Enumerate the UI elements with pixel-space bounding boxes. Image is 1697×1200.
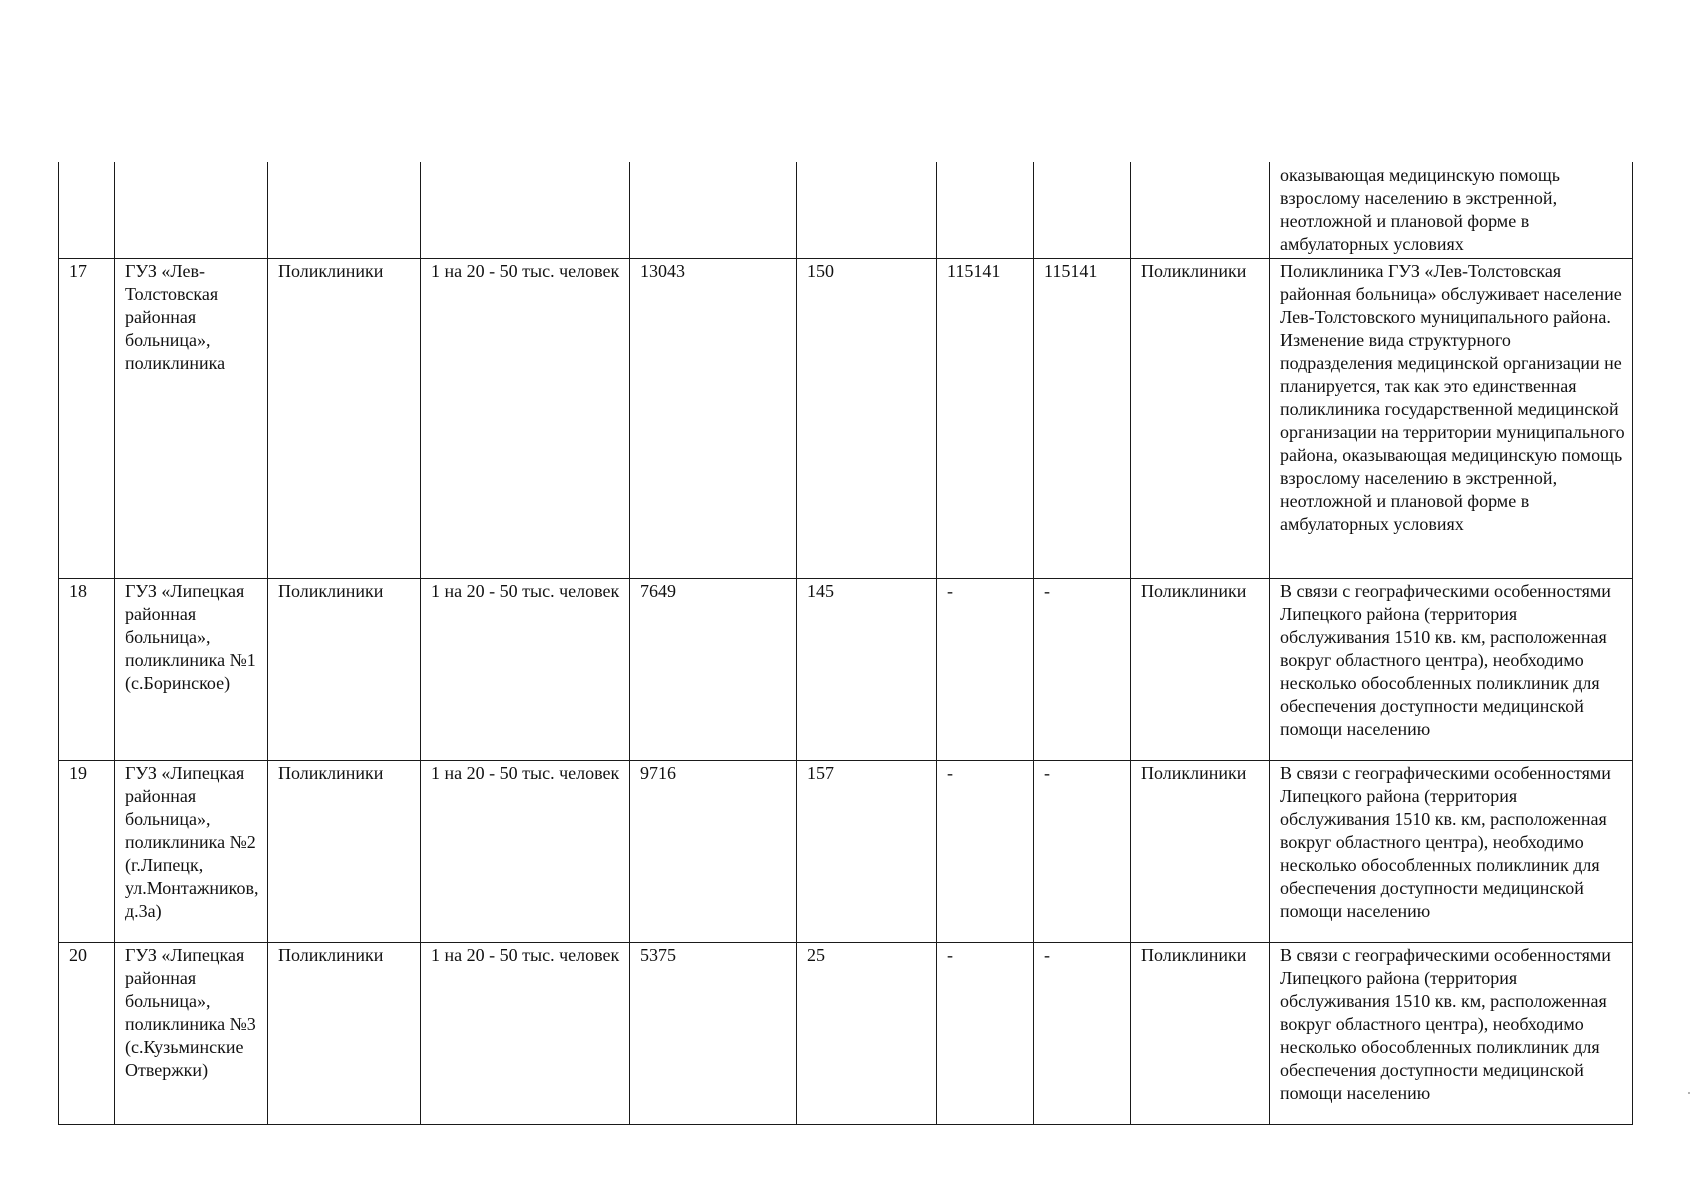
value-1: 115141: [937, 258, 1034, 578]
table-row: [59, 162, 1633, 258]
row-number: 20: [59, 942, 115, 1124]
visits: 145: [797, 578, 937, 760]
value-2: -: [1034, 942, 1131, 1124]
population: 9716: [630, 760, 797, 942]
table-row: [59, 760, 1633, 942]
population: [630, 162, 797, 258]
norm: 1 на 20 - 50 тыс. человек: [421, 760, 630, 942]
organization-name: ГУЗ «Липецкая районная больница», поликлиника №1 (с.Боринское): [115, 578, 268, 760]
facility-type: [268, 162, 421, 258]
row-number: [59, 162, 115, 258]
value-1: [937, 162, 1034, 258]
organization-name: ГУЗ «Липецкая районная больница», поликлиника №2 (г.Липецк, ул.Монтажников, д.3а): [115, 760, 268, 942]
value-1: -: [937, 942, 1034, 1124]
facility-type-planned: [1131, 162, 1270, 258]
scan-speck: [1688, 1092, 1690, 1094]
visits: 25: [797, 942, 937, 1124]
organization-name: ГУЗ «Липецкая районная больница», поликлиника №3 (с.Кузьминские Отвержки): [115, 942, 268, 1124]
norm: 1 на 20 - 50 тыс. человек: [421, 578, 630, 760]
value-2: 115141: [1034, 258, 1131, 578]
value-1: -: [937, 760, 1034, 942]
justification-note: В связи с географическими особенностями Липецкого района (территория обслуживания 1510 кв. км, расположенная вокруг областного центра), необходимо несколько обособленных поликлиник для обеспечения доступности медицинской помощи населению: [1270, 942, 1633, 1124]
facility-type-planned: Поликлиники: [1131, 942, 1270, 1124]
justification-note: оказывающая медицинскую помощь взрослому населению в экстренной, неотложной и плановой форме в амбулаторных условиях: [1270, 162, 1633, 258]
facilities-table: [58, 162, 1633, 1125]
population: 7649: [630, 578, 797, 760]
justification-note: В связи с географическими особенностями Липецкого района (территория обслуживания 1510 кв. км, расположенная вокруг областного центра), необходимо несколько обособленных поликлиник для обеспечения доступности медицинской помощи населению: [1270, 578, 1633, 760]
norm: 1 на 20 - 50 тыс. человек: [421, 258, 630, 578]
justification-note: В связи с географическими особенностями Липецкого района (территория обслуживания 1510 кв. км, расположенная вокруг областного центра), необходимо несколько обособленных поликлиник для обеспечения доступности медицинской помощи населению: [1270, 760, 1633, 942]
visits: 157: [797, 760, 937, 942]
visits: 150: [797, 258, 937, 578]
row-number: 18: [59, 578, 115, 760]
table-row: [59, 258, 1633, 578]
organization-name: [115, 162, 268, 258]
facility-type-planned: Поликлиники: [1131, 578, 1270, 760]
justification-note: Поликлиника ГУЗ «Лев-Толстовская районная больница» обслуживает население Лев-Толстовского муниципального района. Изменение вида структурного подразделения медицинской организации не планируется, так как это единственная поликлиника государственной медицинской организации на территории муниципального района, оказывающая медицинскую помощь взрослому населению в экстренной, неотложной и плановой форме в амбулаторных условиях: [1270, 258, 1633, 578]
table-row: [59, 942, 1633, 1124]
norm: [421, 162, 630, 258]
norm: 1 на 20 - 50 тыс. человек: [421, 942, 630, 1124]
value-2: -: [1034, 578, 1131, 760]
value-1: -: [937, 578, 1034, 760]
row-number: 19: [59, 760, 115, 942]
facility-type: Поликлиники: [268, 258, 421, 578]
value-2: [1034, 162, 1131, 258]
organization-name: ГУЗ «Лев-Толстовская районная больница», поликлиника: [115, 258, 268, 578]
facility-type-planned: Поликлиники: [1131, 760, 1270, 942]
visits: [797, 162, 937, 258]
facility-type: Поликлиники: [268, 942, 421, 1124]
population: 5375: [630, 942, 797, 1124]
facility-type: Поликлиники: [268, 578, 421, 760]
facility-type: Поликлиники: [268, 760, 421, 942]
facility-type-planned: Поликлиники: [1131, 258, 1270, 578]
population: 13043: [630, 258, 797, 578]
value-2: -: [1034, 760, 1131, 942]
table-row: [59, 578, 1633, 760]
row-number: 17: [59, 258, 115, 578]
